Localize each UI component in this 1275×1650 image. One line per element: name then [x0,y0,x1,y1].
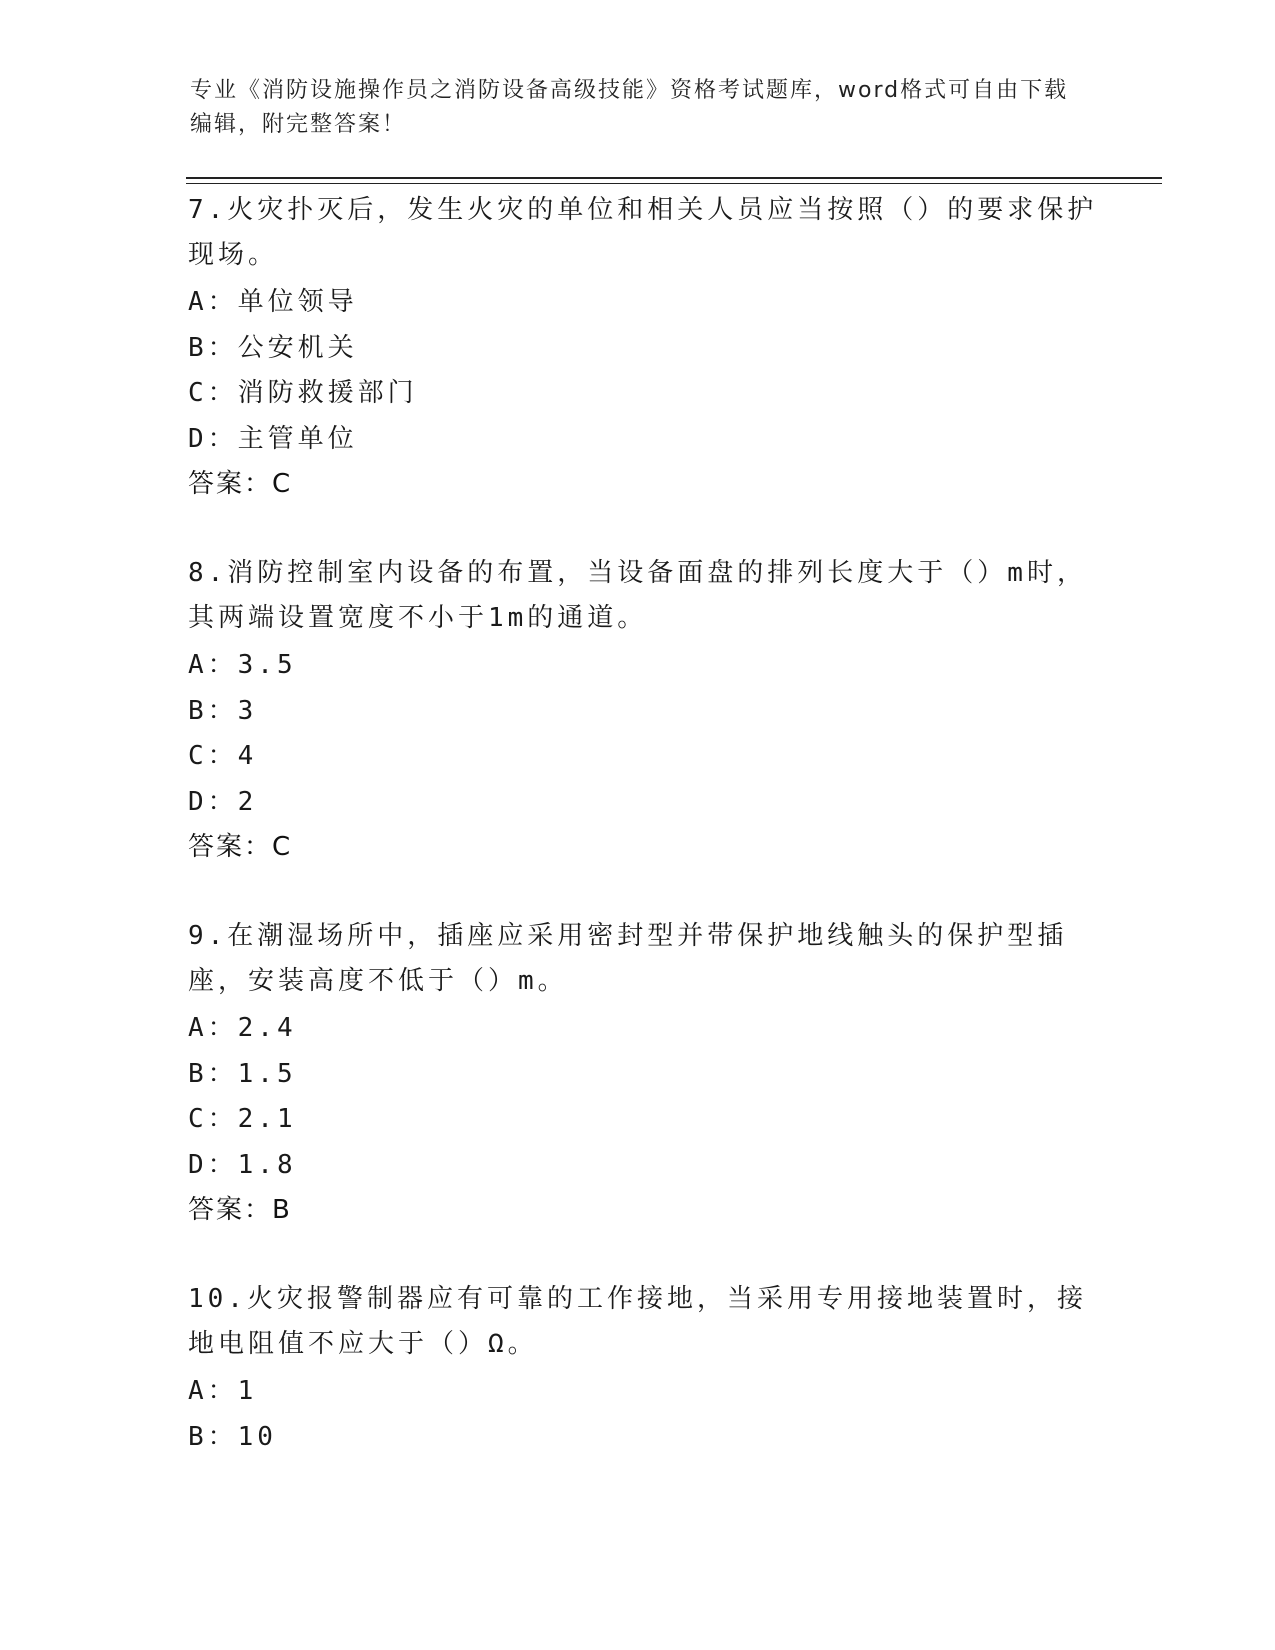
document-header: 专业《消防设施操作员之消防设备高级技能》资格考试题库，word格式可自由下载编辑，附完整答案！ [190,78,1069,137]
answer: 答案：C [188,832,293,862]
option-b: B：10 [188,1421,277,1452]
option-b: B：公安机关 [188,332,358,363]
option-b: B：1.5 [188,1058,297,1089]
option-c: C：消防救援部门 [188,378,418,408]
question-9 [188,914,1108,1232]
question-10 [188,1277,1108,1460]
option-b: B：3 [188,695,258,726]
option-a: A：2.4 [188,1013,297,1043]
option-c: C：2.1 [188,1104,297,1134]
header-divider-thick [186,177,1162,179]
option-a: A：3.5 [188,650,297,680]
option-d: D：1.8 [188,1149,297,1180]
question-7 [188,188,1108,506]
option-d: D：2 [188,786,258,817]
question-list [188,188,1108,1460]
option-a: A：单位领导 [188,287,358,317]
question-8 [188,551,1108,869]
option-c: C：4 [188,741,258,771]
question-stem: 7.火灾扑灭后，发生火灾的单位和相关人员应当按照（）的要求保护现场。 [188,195,1098,270]
question-stem: 8.消防控制室内设备的布置，当设备面盘的排列长度大于（）m时，其两端设置宽度不小于1m的通道。 [188,558,1087,633]
header-divider-thin [186,183,1162,184]
answer: 答案：C [188,469,293,499]
answer: 答案：B [188,1195,292,1225]
option-d: D：主管单位 [188,423,358,454]
option-a: A：1 [188,1376,258,1406]
question-stem: 9.在潮湿场所中，插座应采用密封型并带保护地线触头的保护型插座，安装高度不低于（）m。 [188,921,1068,996]
question-stem: 10.火灾报警制器应有可靠的工作接地，当采用专用接地装置时，接地电阻值不应大于（）Ω。 [188,1284,1087,1359]
